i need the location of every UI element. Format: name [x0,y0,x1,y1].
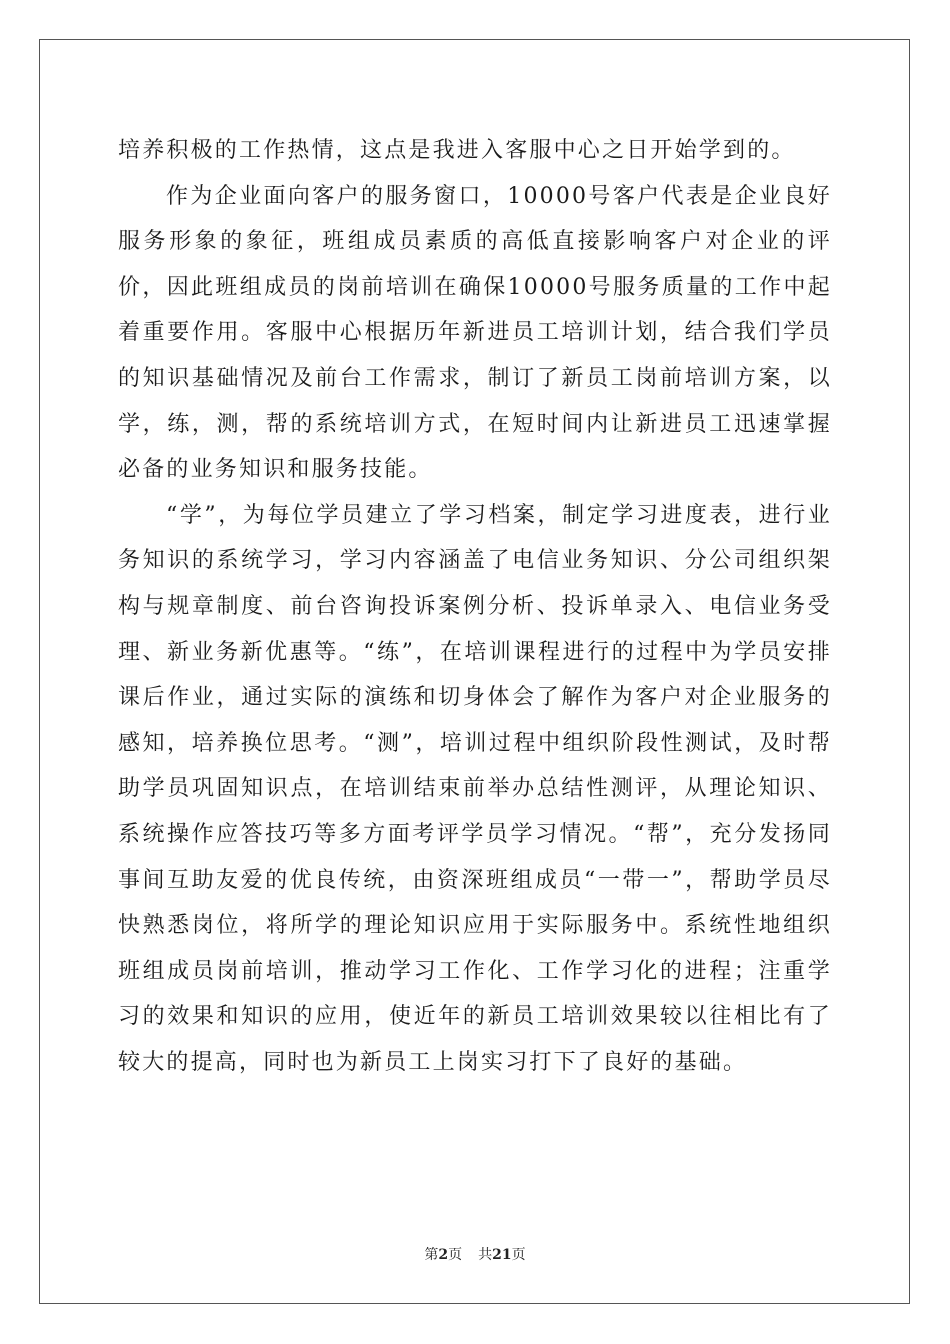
page-prefix: 第 [424,1247,439,1263]
total-suffix: 页 [511,1247,526,1263]
document-body [118,128,832,1085]
current-page-number: 2 [438,1247,449,1263]
paragraph-2: 作为企业面向客户的服务窗口，10000号客户代表是企业良好服务形象的象征，班组成员素质的高低直接影响客户对企业的评价，因此班组成员的岗前培训在确保10000号服务质量的工作中起着重要作用。客服中心根据历年新进员工培训计划，结合我们学员的知识基础情况及前台工作需求，制订了新员工岗前培训方案，以学，练，测，帮的系统培训方式，在短时间内让新进员工迅速掌握必备的业务知识和服务技能。 [118,183,832,483]
paragraph-3: “学”，为每位学员建立了学习档案，制定学习进度表，进行业务知识的系统学习，学习内容涵盖了电信业务知识、分公司组织架构与规章制度、前台咨询投诉案例分析、投诉单录入、电信业务受理、新业务新优惠等。“练”，在培训课程进行的过程中为学员安排课后作业，通过实际的演练和切身体会了解作为客户对企业服务的感知，培养换位思考。“测”，培训过程中组织阶段性测试，及时帮助学员巩固知识点，在培训结束前举办总结性测评，从理论知识、系统操作应答技巧等多方面考评学员学习情况。“帮”，充分发扬同事间互助友爱的优良传统，由资深班组成员“一带一”，帮助学员尽快熟悉岗位，将所学的理论知识应用于实际服务中。系统性地组织班组成员岗前培训，推动学习工作化、工作学习化的进程；注重学习的效果和知识的应用，使近年的新员工培训效果较以往相比有了较大的提高，同时也为新员工上岗实习打下了良好的基础。 [118,502,832,1075]
page-footer [0,1245,950,1265]
paragraph-1: 培养积极的工作热情，这点是我进入客服中心之日开始学到的。 [118,138,796,163]
total-page-count: 21 [492,1247,512,1263]
page-suffix: 页 [448,1247,463,1263]
total-prefix: 共 [478,1247,493,1263]
